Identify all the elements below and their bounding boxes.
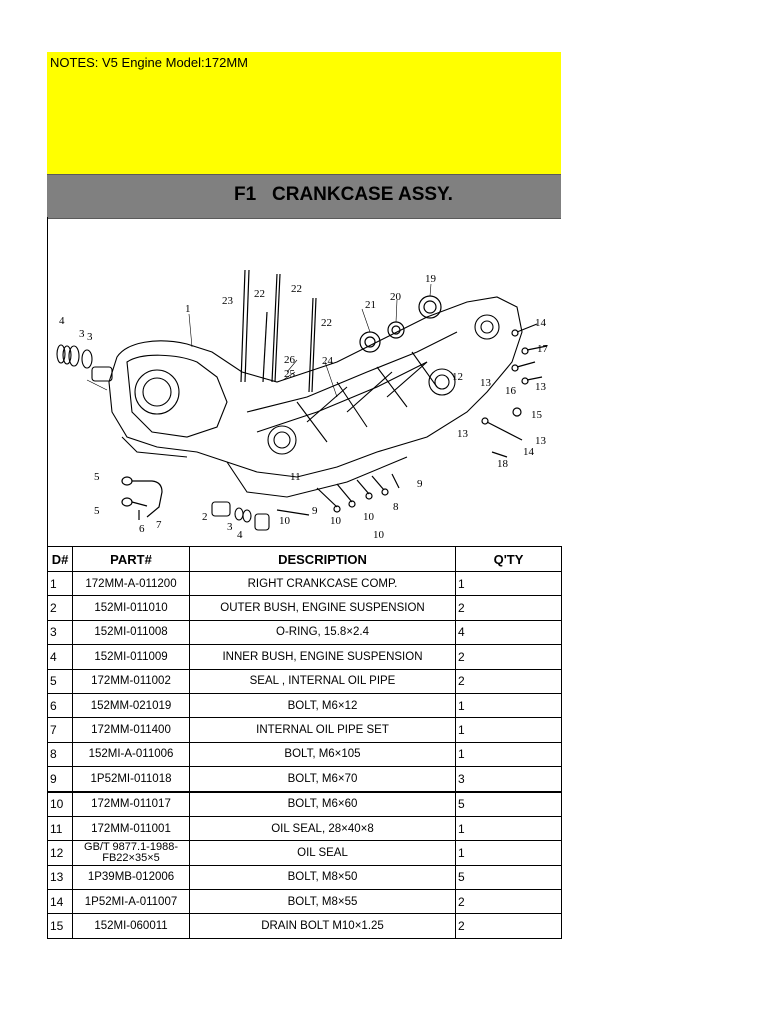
cell-part: 152MI-060011 bbox=[73, 914, 190, 938]
diagram-label: 13 bbox=[535, 381, 546, 393]
cell-num: 8 bbox=[48, 742, 73, 766]
cell-description: BOLT, M6×70 bbox=[190, 767, 456, 792]
diagram-label: 26 bbox=[284, 354, 295, 366]
diagram-label: 20 bbox=[390, 291, 401, 303]
cell-part: 172MM-011002 bbox=[73, 669, 190, 693]
cell-qty: 2 bbox=[456, 914, 562, 938]
diagram-label: 2 bbox=[202, 511, 208, 523]
cell-part: 172MM-011017 bbox=[73, 792, 190, 817]
diagram-label: 4 bbox=[237, 529, 243, 541]
table-row bbox=[48, 693, 562, 717]
table-row bbox=[48, 596, 562, 620]
table-row bbox=[48, 645, 562, 669]
cell-description: BOLT, M8×50 bbox=[190, 865, 456, 889]
cell-part: 152MI-011008 bbox=[73, 620, 190, 644]
diagram-label: 12 bbox=[452, 371, 463, 383]
diagram-label: 17 bbox=[537, 343, 548, 355]
diagram-label: 10 bbox=[330, 515, 341, 527]
diagram-label: 5 bbox=[94, 505, 100, 517]
cell-num: 1 bbox=[48, 572, 73, 596]
table-row bbox=[48, 718, 562, 742]
table-row bbox=[48, 669, 562, 693]
diagram-label: 4 bbox=[59, 315, 65, 327]
header-qty: Q'TY bbox=[456, 547, 562, 572]
diagram-label: 7 bbox=[156, 519, 162, 531]
cell-num: 12 bbox=[48, 841, 73, 865]
diagram-label: 22 bbox=[321, 317, 332, 329]
diagram-label: 14 bbox=[523, 446, 534, 458]
diagram-label: 9 bbox=[312, 505, 318, 517]
diagram-label: 25 bbox=[284, 368, 295, 380]
table-row bbox=[48, 620, 562, 644]
diagram-label: 13 bbox=[480, 377, 491, 389]
cell-qty: 1 bbox=[456, 718, 562, 742]
cell-description: BOLT, M6×105 bbox=[190, 742, 456, 766]
cell-num: 6 bbox=[48, 693, 73, 717]
diagram-label: 19 bbox=[425, 273, 436, 285]
notes-text: NOTES: V5 Engine Model:172MM bbox=[50, 55, 248, 70]
diagram-label: 1 bbox=[185, 303, 191, 315]
diagram-label: 24 bbox=[322, 355, 333, 367]
cell-num: 13 bbox=[48, 865, 73, 889]
diagram-label: 13 bbox=[457, 428, 468, 440]
cell-part: 1P39MB-012006 bbox=[73, 865, 190, 889]
cell-num: 3 bbox=[48, 620, 73, 644]
diagram-label: 21 bbox=[365, 299, 376, 311]
diagram-label: 6 bbox=[139, 523, 145, 535]
header-num: D# bbox=[48, 547, 73, 572]
diagram-label: 11 bbox=[290, 471, 301, 483]
cell-description: SEAL , INTERNAL OIL PIPE bbox=[190, 669, 456, 693]
diagram-label: 3 bbox=[79, 328, 85, 340]
cell-qty: 1 bbox=[456, 572, 562, 596]
cell-part: 152MM-021019 bbox=[73, 693, 190, 717]
diagram-label: 23 bbox=[222, 295, 233, 307]
header-part: PART# bbox=[73, 547, 190, 572]
cell-part: 172MM-011400 bbox=[73, 718, 190, 742]
diagram-label: 13 bbox=[535, 435, 546, 447]
parts-table bbox=[47, 546, 562, 939]
cell-part: 1P52MI-011018 bbox=[73, 767, 190, 792]
diagram-label: 3 bbox=[87, 331, 93, 343]
diagram-label: 16 bbox=[505, 385, 516, 397]
cell-part: 1P52MI-A-011007 bbox=[73, 890, 190, 914]
cell-qty: 1 bbox=[456, 816, 562, 840]
diagram-label: 22 bbox=[291, 283, 302, 295]
diagram-label: 10 bbox=[373, 529, 384, 541]
table-row bbox=[48, 914, 562, 938]
diagram-label: 14 bbox=[535, 317, 546, 329]
cell-qty: 1 bbox=[456, 693, 562, 717]
title-bar bbox=[47, 174, 561, 219]
cell-qty: 4 bbox=[456, 620, 562, 644]
cell-num: 15 bbox=[48, 914, 73, 938]
cell-description: O-RING, 15.8×2.4 bbox=[190, 620, 456, 644]
cell-part: 152MI-011009 bbox=[73, 645, 190, 669]
table-row bbox=[48, 865, 562, 889]
table-row bbox=[48, 792, 562, 817]
cell-num: 11 bbox=[48, 816, 73, 840]
cell-description: BOLT, M6×60 bbox=[190, 792, 456, 817]
divider bbox=[47, 217, 48, 267]
cell-qty: 2 bbox=[456, 645, 562, 669]
cell-qty: 3 bbox=[456, 767, 562, 792]
header-description: DESCRIPTION bbox=[190, 547, 456, 572]
cell-qty: 2 bbox=[456, 669, 562, 693]
cell-num: 4 bbox=[48, 645, 73, 669]
cell-description: OIL SEAL bbox=[190, 841, 456, 865]
crankcase-exploded-diagram bbox=[47, 262, 561, 546]
cell-part: GB/T 9877.1-1988-FB22×35×5 bbox=[73, 841, 190, 865]
diagram-label: 10 bbox=[279, 515, 290, 527]
cell-description: INTERNAL OIL PIPE SET bbox=[190, 718, 456, 742]
cell-part: 152MI-011010 bbox=[73, 596, 190, 620]
cell-num: 9 bbox=[48, 767, 73, 792]
diagram-label: 15 bbox=[531, 409, 542, 421]
cell-description: RIGHT CRANKCASE COMP. bbox=[190, 572, 456, 596]
cell-qty: 2 bbox=[456, 596, 562, 620]
cell-part: 152MI-A-011006 bbox=[73, 742, 190, 766]
cell-description: OIL SEAL, 28×40×8 bbox=[190, 816, 456, 840]
notes-panel bbox=[47, 52, 561, 174]
cell-num: 2 bbox=[48, 596, 73, 620]
cell-qty: 5 bbox=[456, 792, 562, 817]
diagram-label: 9 bbox=[417, 478, 423, 490]
cell-description: BOLT, M6×12 bbox=[190, 693, 456, 717]
page-title: F1 CRANKCASE ASSY. bbox=[234, 184, 453, 205]
diagram-label: 18 bbox=[497, 458, 508, 470]
cell-description: OUTER BUSH, ENGINE SUSPENSION bbox=[190, 596, 456, 620]
cell-num: 14 bbox=[48, 890, 73, 914]
cell-qty: 1 bbox=[456, 841, 562, 865]
table-row bbox=[48, 841, 562, 865]
cell-qty: 2 bbox=[456, 890, 562, 914]
table-row bbox=[48, 767, 562, 792]
cell-description: BOLT, M8×55 bbox=[190, 890, 456, 914]
cell-num: 7 bbox=[48, 718, 73, 742]
table-header-row bbox=[48, 547, 562, 572]
table-row bbox=[48, 572, 562, 596]
cell-part: 172MM-A-011200 bbox=[73, 572, 190, 596]
cell-description: DRAIN BOLT M10×1.25 bbox=[190, 914, 456, 938]
cell-qty: 1 bbox=[456, 742, 562, 766]
cell-qty: 5 bbox=[456, 865, 562, 889]
cell-description: INNER BUSH, ENGINE SUSPENSION bbox=[190, 645, 456, 669]
table-row bbox=[48, 816, 562, 840]
diagram-label: 10 bbox=[363, 511, 374, 523]
table-row bbox=[48, 890, 562, 914]
diagram-label: 22 bbox=[254, 288, 265, 300]
diagram-label: 5 bbox=[94, 471, 100, 483]
cell-part: 172MM-011001 bbox=[73, 816, 190, 840]
diagram-label: 3 bbox=[227, 521, 233, 533]
diagram-label: 8 bbox=[393, 501, 399, 513]
cell-num: 10 bbox=[48, 792, 73, 817]
table-row bbox=[48, 742, 562, 766]
cell-num: 5 bbox=[48, 669, 73, 693]
